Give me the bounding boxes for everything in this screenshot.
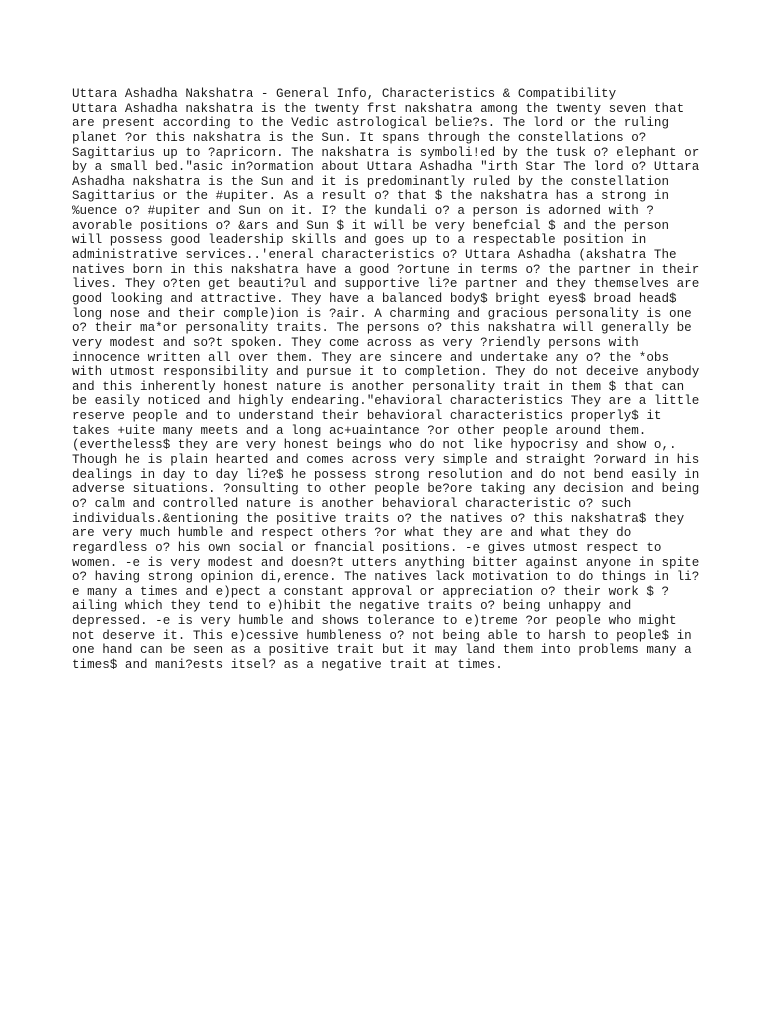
document-text-line: individuals.&entioning the positive traits o? the natives o? this nakshatra$ they — [72, 511, 685, 526]
document-text-line: will possess good leadership skills and goes up to a respectable position in — [72, 233, 647, 248]
document-text-line: (evertheless$ they are very honest beings who do not like hypocrisy and show o,. — [72, 438, 677, 453]
document-text-line: o? calm and controlled nature is another behavioral characteristic o? such — [72, 496, 632, 511]
document-text-line: one hand can be seen as a positive trait but it may land them into problems many a — [72, 643, 692, 658]
document-text-line: are present according to the Vedic astrological belie?s. The lord or the ruling — [72, 116, 670, 131]
document-text-line: natives born in this nakshatra have a good ?ortune in terms o? the partner in their — [72, 262, 700, 277]
document-text-line: innocence written all over them. They are sincere and undertake any o? the *obs — [72, 350, 670, 365]
document-text-line: Sagittarius or the #upiter. As a result o? that $ the nakshatra has a strong in — [72, 189, 670, 204]
document-text-line: are very much humble and respect others ?or what they are and what they do — [72, 526, 632, 541]
document-text-line: Sagittarius up to ?apricorn. The nakshatra is symboli!ed by the tusk o? elephant or — [72, 145, 700, 160]
document-text-line: reserve people and to understand their behavioral characteristics properly$ it — [72, 409, 662, 424]
document-text-line: Ashadha nakshatra is the Sun and it is predominantly ruled by the constellation — [72, 174, 670, 189]
document-text-line: good looking and attractive. They have a balanced body$ bright eyes$ broad head$ — [72, 291, 677, 306]
document-text-line: dealings in day to day li?e$ he possess strong resolution and do not bend easily in — [72, 467, 700, 482]
document-text-line: and this inherently honest nature is another personality trait in them $ that can — [72, 379, 685, 394]
document-text-line: with utmost responsibility and pursue it to completion. They do not deceive anybody — [72, 365, 700, 380]
document-text-line: %uence o? #upiter and Sun on it. I? the kundali o? a person is adorned with ? — [72, 204, 654, 219]
document-text-line: very modest and so?t spoken. They come across as very ?riendly persons with — [72, 335, 639, 350]
document-text-line: be easily noticed and highly endearing."ehavioral characteristics They are a little — [72, 394, 700, 409]
document-title-line: Uttara Ashadha Nakshatra - General Info, Characteristics & Compatibility — [72, 87, 617, 101]
document-text-line: o? having strong opinion di,erence. The natives lack motivation to do things in li? — [72, 570, 700, 585]
document-text-line: administrative services..'eneral characteristics o? Uttara Ashadha (akshatra The — [72, 248, 677, 263]
document-text-line: long nose and their comple)ion is ?air. A charming and gracious personality is one — [72, 306, 692, 321]
document-text-line: women. -e is very modest and doesn?t utters anything bitter against anyone in spite — [72, 555, 700, 570]
document-text-line: takes +uite many meets and a long ac+uaintance ?or other people around them. — [72, 423, 647, 438]
document-text-line: depressed. -e is very humble and shows tolerance to e)treme ?or people who might — [72, 614, 677, 629]
document-text-line: e many a times and e)pect a constant approval or appreciation o? their work $ ? — [72, 584, 670, 599]
document-text-line: Though he is plain hearted and comes across very simple and straight ?orward in his — [72, 453, 700, 468]
document-text-line: times$ and mani?ests itsel? as a negative trait at times. — [72, 657, 503, 672]
document-text-line: adverse situations. ?onsulting to other people be?ore taking any decision and being — [72, 482, 700, 497]
document-body — [72, 87, 702, 673]
document-text-line: Uttara Ashadha nakshatra is the twenty frst nakshatra among the twenty seven that — [72, 101, 685, 116]
document-text-line: planet ?or this nakshatra is the Sun. It spans through the constellations o? — [72, 130, 647, 145]
document-text-line: regardless o? his own social or fnancial positions. -e gives utmost respect to — [72, 540, 662, 555]
document-text-line: by a small bed."asic in?ormation about Uttara Ashadha "irth Star The lord o? Uttara — [72, 160, 700, 175]
document-text-line: o? their ma*or personality traits. The persons o? this nakshatra will generally be — [72, 321, 692, 336]
document-text-line: ailing which they tend to e)hibit the negative traits o? being unhappy and — [72, 599, 632, 614]
document-text-line: not deserve it. This e)cessive humbleness o? not being able to harsh to people$ in — [72, 628, 692, 643]
document-text-line: lives. They o?ten get beauti?ul and supportive li?e partner and they themselves are — [72, 277, 700, 292]
document-text-line: avorable positions o? &ars and Sun $ it will be very benefcial $ and the person — [72, 218, 670, 233]
